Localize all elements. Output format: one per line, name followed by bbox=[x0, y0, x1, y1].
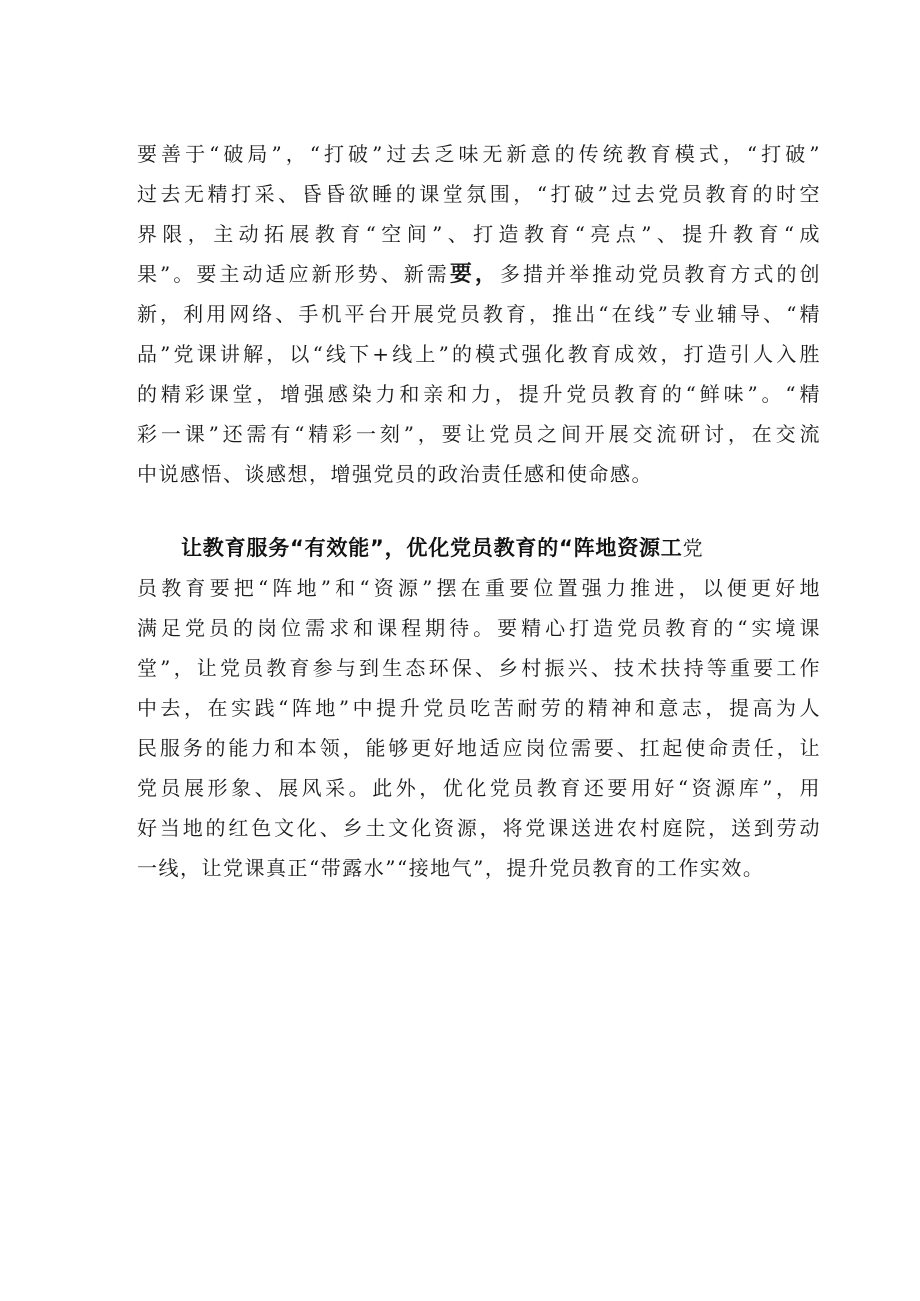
paragraph-innovation bbox=[137, 134, 821, 494]
paragraph-line-mixed bbox=[137, 254, 821, 294]
line-end: 多措并举推动党员教育方式的创 bbox=[499, 262, 821, 286]
line-start: 果”。要主动适应新形势、新需 bbox=[137, 262, 450, 286]
paragraph-resources bbox=[137, 528, 821, 888]
heading-trailing-text: 党 bbox=[682, 536, 705, 560]
paragraph-line: 中去，在实践“阵地”中提升党员吃苦耐劳的精神和意志，提高为人 bbox=[137, 696, 821, 720]
paragraph-line: 要善于“破局”，“打破”过去乏味无新意的传统教育模式，“打破” bbox=[137, 142, 821, 166]
paragraph-line: 好当地的红色文化、乡土文化资源，将党课送进农村庭院，送到劳动 bbox=[137, 816, 821, 840]
paragraph-line: 新，利用网络、手机平台开展党员教育，推出“在线”专业辅导、“精 bbox=[137, 302, 821, 326]
paragraph-line: 党员展形象、展风采。此外，优化党员教育还要用好“资源库”，用 bbox=[137, 776, 821, 800]
paragraph-line: 一线，让党课真正“带露水”“接地气”，提升党员教育的工作实效。 bbox=[137, 856, 765, 880]
paragraph-line: 品”党课讲解，以“线下+线上”的模式强化教育成效，打造引人入胜 bbox=[137, 342, 821, 366]
paragraph-line: 过去无精打采、昏昏欲睡的课堂氛围，“打破”过去党员教育的时空 bbox=[137, 182, 821, 206]
paragraph-line: 员教育要把“阵地”和“资源”摆在重要位置强力推进，以便更好地 bbox=[137, 576, 821, 600]
paragraph-line: 的精彩课堂，增强感染力和亲和力，提升党员教育的“鲜味”。“精 bbox=[137, 382, 821, 406]
paragraph-line: 堂”，让党员教育参与到生态环保、乡村振兴、技术扶持等重要工作 bbox=[137, 656, 821, 680]
paragraph-line: 界限，主动拓展教育“空间”、打造教育“亮点”、提升教育“成 bbox=[137, 222, 821, 246]
section-heading: 让教育服务“有效能”，优化党员教育的“阵地资源工 bbox=[181, 536, 683, 560]
paragraph-line: 满足党员的岗位需求和课程期待。要精心打造党员教育的“实境课 bbox=[137, 616, 821, 640]
paragraph-line: 中说感悟、谈感想，增强党员的政治责任感和使命感。 bbox=[137, 462, 653, 486]
paragraph-line: 彩一课”还需有“精彩一刻”，要让党员之间开展交流研讨，在交流 bbox=[137, 422, 821, 446]
section-heading-line bbox=[137, 528, 821, 568]
emphasized-char: 要， bbox=[449, 262, 500, 287]
paragraph-line: 民服务的能力和本领，能够更好地适应岗位需要、扛起使命责任，让 bbox=[137, 736, 821, 760]
